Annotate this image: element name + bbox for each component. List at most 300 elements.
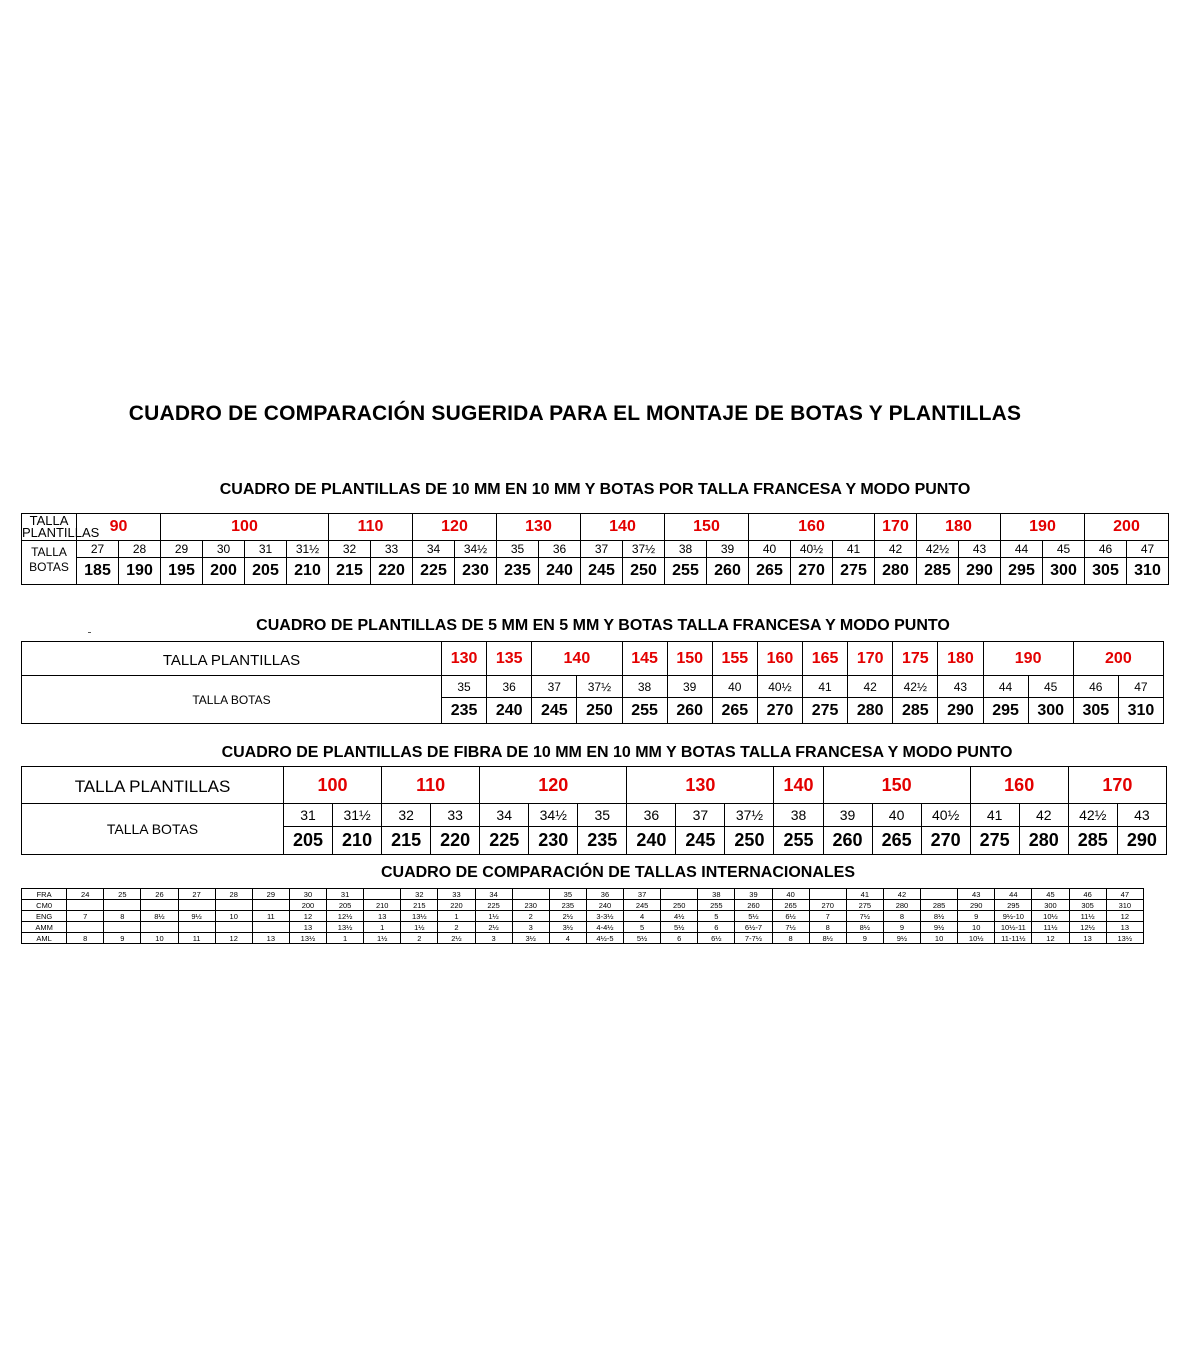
plantillas-row bbox=[22, 514, 1169, 541]
french-size-cell: 42½ bbox=[893, 676, 938, 698]
size-cell: 11½ bbox=[1069, 911, 1106, 922]
plantilla-size-cell: 120 bbox=[413, 514, 497, 541]
size-cell: 10½ bbox=[1032, 911, 1069, 922]
french-size-cell: 43 bbox=[959, 541, 1001, 558]
plantilla-size-cell: 110 bbox=[329, 514, 413, 541]
point-size-cell: 310 bbox=[1118, 698, 1163, 724]
size-cell: 12 bbox=[289, 911, 326, 922]
size-cell: 290 bbox=[958, 900, 995, 911]
french-size-cell: 39 bbox=[707, 541, 749, 558]
plantillas-row bbox=[22, 642, 1164, 676]
french-size-cell: 47 bbox=[1127, 541, 1169, 558]
french-size-cell: 37½ bbox=[577, 676, 622, 698]
point-size-cell: 300 bbox=[1028, 698, 1073, 724]
size-cell bbox=[512, 889, 549, 900]
size-cell: 295 bbox=[995, 900, 1032, 911]
size-cell: 6 bbox=[698, 922, 735, 933]
french-size-cell: 35 bbox=[497, 541, 539, 558]
point-size-cell: 240 bbox=[627, 827, 676, 855]
point-size-cell: 210 bbox=[287, 558, 329, 585]
size-cell: 11 bbox=[178, 933, 215, 944]
plantilla-size-cell: 190 bbox=[983, 642, 1073, 676]
point-size-cell: 295 bbox=[1001, 558, 1043, 585]
french-size-cell: 28 bbox=[119, 541, 161, 558]
size-cell: 11½ bbox=[1032, 922, 1069, 933]
plantilla-size-cell: 140 bbox=[532, 642, 622, 676]
point-size-cell: 235 bbox=[497, 558, 539, 585]
size-cell bbox=[178, 922, 215, 933]
size-cell: 225 bbox=[475, 900, 512, 911]
size-cell bbox=[661, 889, 698, 900]
point-size-cell: 255 bbox=[665, 558, 707, 585]
point-size-cell: 190 bbox=[119, 558, 161, 585]
point-size-cell: 215 bbox=[329, 558, 371, 585]
size-cell: 1 bbox=[327, 933, 364, 944]
size-cell: 255 bbox=[698, 900, 735, 911]
point-size-cell: 230 bbox=[529, 827, 578, 855]
french-size-cell: 42½ bbox=[917, 541, 959, 558]
size-cell: 280 bbox=[883, 900, 920, 911]
point-size-cell: 270 bbox=[791, 558, 833, 585]
size-cell: 1½ bbox=[364, 933, 401, 944]
plantilla-size-cell: 160 bbox=[970, 767, 1068, 804]
point-size-cell: 250 bbox=[623, 558, 665, 585]
plantilla-size-cell: 150 bbox=[665, 514, 749, 541]
french-size-cell: 41 bbox=[803, 676, 848, 698]
size-cell: 285 bbox=[921, 900, 958, 911]
size-cell: 220 bbox=[438, 900, 475, 911]
size-cell: 8½ bbox=[921, 911, 958, 922]
point-size-cell: 250 bbox=[577, 698, 622, 724]
point-size-cell: 250 bbox=[725, 827, 774, 855]
french-size-cell: 44 bbox=[983, 676, 1028, 698]
french-size-cell: 43 bbox=[1117, 804, 1166, 827]
size-cell: 250 bbox=[661, 900, 698, 911]
size-cell: 275 bbox=[846, 900, 883, 911]
point-size-cell: 305 bbox=[1073, 698, 1118, 724]
plantillas-label bbox=[22, 513, 100, 541]
size-cell: 230 bbox=[512, 900, 549, 911]
french-size-cell: 41 bbox=[970, 804, 1019, 827]
size-cell: 9 bbox=[104, 933, 141, 944]
size-cell: 28 bbox=[215, 889, 252, 900]
size-cell: 3-3½ bbox=[586, 911, 623, 922]
size-cell bbox=[67, 922, 104, 933]
size-cell bbox=[809, 889, 846, 900]
size-cell: 300 bbox=[1032, 900, 1069, 911]
size-cell: 9½ bbox=[178, 911, 215, 922]
size-cell bbox=[141, 900, 178, 911]
point-size-cell: 265 bbox=[749, 558, 791, 585]
label-line: TALLA bbox=[31, 545, 67, 559]
point-size-cell: 185 bbox=[77, 558, 119, 585]
point-size-cell: 245 bbox=[581, 558, 623, 585]
size-cell: 1½ bbox=[475, 911, 512, 922]
size-cell: 210 bbox=[364, 900, 401, 911]
plantilla-size-cell: 165 bbox=[803, 642, 848, 676]
french-size-cell: 37 bbox=[532, 676, 577, 698]
french-row bbox=[22, 804, 1167, 827]
size-cell bbox=[364, 889, 401, 900]
point-size-cell: 285 bbox=[893, 698, 938, 724]
french-size-cell: 31 bbox=[245, 541, 287, 558]
french-size-cell: 36 bbox=[627, 804, 676, 827]
size-cell: 240 bbox=[586, 900, 623, 911]
size-cell: 4-4½ bbox=[586, 922, 623, 933]
plantilla-size-cell: 140 bbox=[774, 767, 823, 804]
size-cell: 6 bbox=[661, 933, 698, 944]
size-cell: 1 bbox=[364, 922, 401, 933]
size-cell: 8½ bbox=[846, 922, 883, 933]
size-cell: 8 bbox=[809, 922, 846, 933]
plantilla-size-cell: 175 bbox=[893, 642, 938, 676]
label-line: PLANTILLAS bbox=[22, 525, 100, 540]
point-size-cell: 305 bbox=[1085, 558, 1127, 585]
french-size-cell: 40½ bbox=[791, 541, 833, 558]
size-cell: 2½ bbox=[438, 933, 475, 944]
size-cell: 9½ bbox=[883, 933, 920, 944]
size-cell bbox=[215, 900, 252, 911]
size-cell: 3½ bbox=[512, 933, 549, 944]
french-size-cell: 29 bbox=[161, 541, 203, 558]
french-row bbox=[22, 541, 1169, 558]
table4-heading: CUADRO DE COMPARACIÓN DE TALLAS INTERNACIONALES bbox=[380, 864, 856, 881]
french-size-cell: 40 bbox=[872, 804, 921, 827]
size-cell: 13 bbox=[1069, 933, 1106, 944]
plantilla-size-cell: 155 bbox=[712, 642, 757, 676]
size-cell: 11 bbox=[252, 911, 289, 922]
point-size-cell: 200 bbox=[203, 558, 245, 585]
point-size-cell: 275 bbox=[803, 698, 848, 724]
french-size-cell: 34½ bbox=[455, 541, 497, 558]
size-cell: 38 bbox=[698, 889, 735, 900]
size-cell: 35 bbox=[549, 889, 586, 900]
size-cell: 46 bbox=[1069, 889, 1106, 900]
point-size-cell: 205 bbox=[245, 558, 287, 585]
size-cell: 1 bbox=[438, 911, 475, 922]
size-cell bbox=[178, 900, 215, 911]
plantilla-size-cell: 130 bbox=[497, 514, 581, 541]
french-size-cell: 32 bbox=[382, 804, 431, 827]
french-size-cell: 34 bbox=[413, 541, 455, 558]
size-cell: 8½ bbox=[809, 933, 846, 944]
plantilla-size-cell: 170 bbox=[875, 514, 917, 541]
french-size-cell: 40 bbox=[749, 541, 791, 558]
size-cell: 5 bbox=[624, 922, 661, 933]
size-cell: 9 bbox=[846, 933, 883, 944]
international-sizes-table bbox=[21, 888, 1144, 944]
size-cell: 10 bbox=[215, 911, 252, 922]
point-size-cell: 260 bbox=[823, 827, 872, 855]
point-size-cell: 275 bbox=[970, 827, 1019, 855]
french-size-cell: 40 bbox=[712, 676, 757, 698]
french-size-cell: 30 bbox=[203, 541, 245, 558]
point-size-cell: 240 bbox=[487, 698, 532, 724]
system-label-cell: CM0 bbox=[22, 900, 67, 911]
point-size-cell: 235 bbox=[442, 698, 487, 724]
point-size-cell: 275 bbox=[833, 558, 875, 585]
size-cell bbox=[215, 922, 252, 933]
point-size-cell: 225 bbox=[413, 558, 455, 585]
size-cell: 13 bbox=[364, 911, 401, 922]
point-size-cell: 240 bbox=[539, 558, 581, 585]
size-cell: 3½ bbox=[549, 922, 586, 933]
french-size-cell: 36 bbox=[539, 541, 581, 558]
point-size-cell: 265 bbox=[712, 698, 757, 724]
french-size-cell: 35 bbox=[578, 804, 627, 827]
point-size-cell: 285 bbox=[1068, 827, 1117, 855]
size-cell: 9½-10 bbox=[995, 911, 1032, 922]
point-size-cell: 260 bbox=[707, 558, 749, 585]
size-cell: 200 bbox=[289, 900, 326, 911]
size-cell: 12 bbox=[1032, 933, 1069, 944]
size-cell: 8 bbox=[883, 911, 920, 922]
size-cell: 12½ bbox=[327, 911, 364, 922]
plantilla-size-cell: 135 bbox=[487, 642, 532, 676]
size-cell: 8 bbox=[67, 933, 104, 944]
plantilla-size-cell: 170 bbox=[1068, 767, 1166, 804]
plantilla-size-cell: 140 bbox=[581, 514, 665, 541]
french-size-cell: 45 bbox=[1028, 676, 1073, 698]
point-size-cell: 260 bbox=[667, 698, 712, 724]
plantilla-size-cell: 150 bbox=[823, 767, 970, 804]
french-size-cell: 31½ bbox=[333, 804, 382, 827]
table-row bbox=[22, 889, 1144, 900]
plantilla-size-cell: 120 bbox=[480, 767, 627, 804]
french-size-cell: 42½ bbox=[1068, 804, 1117, 827]
size-cell: 2½ bbox=[475, 922, 512, 933]
size-cell: 2 bbox=[512, 911, 549, 922]
size-cell: 32 bbox=[401, 889, 438, 900]
table1 bbox=[21, 513, 1169, 585]
size-cell: 215 bbox=[401, 900, 438, 911]
point-size-cell: 210 bbox=[333, 827, 382, 855]
size-cell: 265 bbox=[772, 900, 809, 911]
size-cell: 2 bbox=[401, 933, 438, 944]
size-cell bbox=[252, 900, 289, 911]
size-cell: 5½ bbox=[661, 922, 698, 933]
size-cell: 10 bbox=[958, 922, 995, 933]
size-cell: 10½-11 bbox=[995, 922, 1032, 933]
size-cell: 2½ bbox=[549, 911, 586, 922]
size-cell: 26 bbox=[141, 889, 178, 900]
french-size-cell: 35 bbox=[442, 676, 487, 698]
plantilla-size-cell: 130 bbox=[442, 642, 487, 676]
plantilla-size-cell: 150 bbox=[667, 642, 712, 676]
plantilla-size-cell: 160 bbox=[757, 642, 802, 676]
table3 bbox=[21, 766, 1167, 855]
size-cell: 6½ bbox=[698, 933, 735, 944]
french-row bbox=[22, 676, 1164, 698]
table3-heading: CUADRO DE PLANTILLAS DE FIBRA DE 10 MM EN 10 MM Y BOTAS TALLA FRANCESA Y MODO PUNTO bbox=[221, 744, 1013, 761]
size-cell: 305 bbox=[1069, 900, 1106, 911]
plantilla-size-cell: 90 bbox=[77, 514, 161, 541]
french-size-cell: 38 bbox=[774, 804, 823, 827]
plantilla-size-cell: 145 bbox=[622, 642, 667, 676]
french-size-cell: 42 bbox=[1019, 804, 1068, 827]
size-cell: 10 bbox=[141, 933, 178, 944]
size-cell: 4½-5 bbox=[586, 933, 623, 944]
point-size-cell: 245 bbox=[676, 827, 725, 855]
size-cell: 9 bbox=[958, 911, 995, 922]
size-cell: 260 bbox=[735, 900, 772, 911]
size-cell bbox=[252, 922, 289, 933]
french-size-cell: 40½ bbox=[921, 804, 970, 827]
botas-label bbox=[22, 541, 77, 585]
size-cell: 13½ bbox=[1106, 933, 1143, 944]
french-size-cell: 39 bbox=[667, 676, 712, 698]
point-size-cell: 295 bbox=[983, 698, 1028, 724]
plantillas-label: TALLA PLANTILLAS bbox=[22, 767, 284, 804]
point-size-cell: 195 bbox=[161, 558, 203, 585]
size-cell: 13½ bbox=[289, 933, 326, 944]
size-cell: 27 bbox=[178, 889, 215, 900]
french-size-cell: 27 bbox=[77, 541, 119, 558]
plantilla-size-cell: 160 bbox=[749, 514, 875, 541]
french-size-cell: 40½ bbox=[757, 676, 802, 698]
point-size-cell: 265 bbox=[872, 827, 921, 855]
plantilla-size-cell: 100 bbox=[284, 767, 382, 804]
point-size-cell: 290 bbox=[1117, 827, 1166, 855]
size-cell: 5 bbox=[698, 911, 735, 922]
french-size-cell: 37½ bbox=[725, 804, 774, 827]
size-cell: 235 bbox=[549, 900, 586, 911]
size-cell: 11-11½ bbox=[995, 933, 1032, 944]
label-line: BOTAS bbox=[29, 560, 69, 574]
size-cell bbox=[104, 900, 141, 911]
size-cell: 205 bbox=[327, 900, 364, 911]
plantillas-label: TALLA PLANTILLAS bbox=[22, 642, 442, 676]
size-cell: 10½ bbox=[958, 933, 995, 944]
french-size-cell: 37½ bbox=[623, 541, 665, 558]
botas-label: TALLA BOTAS bbox=[22, 676, 442, 724]
size-cell: 29 bbox=[252, 889, 289, 900]
plantilla-size-cell: 180 bbox=[917, 514, 1001, 541]
french-size-cell: 42 bbox=[875, 541, 917, 558]
french-size-cell: 32 bbox=[329, 541, 371, 558]
size-cell: 1½ bbox=[401, 922, 438, 933]
point-size-cell: 300 bbox=[1043, 558, 1085, 585]
size-cell: 9 bbox=[883, 922, 920, 933]
size-cell: 3 bbox=[475, 933, 512, 944]
point-size-cell: 280 bbox=[848, 698, 893, 724]
french-size-cell: 34 bbox=[480, 804, 529, 827]
size-cell: 6½-7 bbox=[735, 922, 772, 933]
point-size-cell: 310 bbox=[1127, 558, 1169, 585]
point-size-cell: 235 bbox=[578, 827, 627, 855]
plantilla-size-cell: 190 bbox=[1001, 514, 1085, 541]
size-cell bbox=[141, 922, 178, 933]
size-cell: 47 bbox=[1106, 889, 1143, 900]
size-cell: 45 bbox=[1032, 889, 1069, 900]
size-cell: 44 bbox=[995, 889, 1032, 900]
size-cell: 245 bbox=[624, 900, 661, 911]
size-cell: 31 bbox=[327, 889, 364, 900]
size-cell: 33 bbox=[438, 889, 475, 900]
french-size-cell: 36 bbox=[487, 676, 532, 698]
size-cell: 37 bbox=[624, 889, 661, 900]
size-cell: 13½ bbox=[327, 922, 364, 933]
point-size-cell: 270 bbox=[757, 698, 802, 724]
size-cell: 13 bbox=[252, 933, 289, 944]
table2 bbox=[21, 641, 1164, 724]
size-cell: 8½ bbox=[141, 911, 178, 922]
table-row bbox=[22, 900, 1144, 911]
table-row bbox=[22, 933, 1144, 944]
size-cell: 6½ bbox=[772, 911, 809, 922]
size-cell: 270 bbox=[809, 900, 846, 911]
point-size-cell: 270 bbox=[921, 827, 970, 855]
plantilla-size-cell: 100 bbox=[161, 514, 329, 541]
french-size-cell: 42 bbox=[848, 676, 893, 698]
french-size-cell: 39 bbox=[823, 804, 872, 827]
size-cell: 41 bbox=[846, 889, 883, 900]
size-cell: 7-7½ bbox=[735, 933, 772, 944]
plantilla-size-cell: 110 bbox=[382, 767, 480, 804]
size-cell: 7 bbox=[67, 911, 104, 922]
french-size-cell: 31½ bbox=[287, 541, 329, 558]
french-size-cell: 45 bbox=[1043, 541, 1085, 558]
point-size-cell: 255 bbox=[622, 698, 667, 724]
page-title: CUADRO DE COMPARACIÓN SUGERIDA PARA EL MONTAJE DE BOTAS Y PLANTILLAS bbox=[128, 402, 1022, 425]
system-label-cell: FRA bbox=[22, 889, 67, 900]
size-cell bbox=[104, 922, 141, 933]
size-cell: 5½ bbox=[624, 933, 661, 944]
size-cell bbox=[67, 900, 104, 911]
plantillas-row bbox=[22, 767, 1167, 804]
size-cell: 40 bbox=[772, 889, 809, 900]
point-size-cell: 215 bbox=[382, 827, 431, 855]
size-cell: 3 bbox=[512, 922, 549, 933]
point-size-cell: 285 bbox=[917, 558, 959, 585]
size-cell: 39 bbox=[735, 889, 772, 900]
point-size-cell: 290 bbox=[938, 698, 983, 724]
size-cell: 10 bbox=[921, 933, 958, 944]
system-label-cell: ENG bbox=[22, 911, 67, 922]
point-size-cell: 220 bbox=[431, 827, 480, 855]
point-size-cell: 225 bbox=[480, 827, 529, 855]
size-cell: 7½ bbox=[846, 911, 883, 922]
plantilla-size-cell: 130 bbox=[627, 767, 774, 804]
point-size-cell: 280 bbox=[875, 558, 917, 585]
size-cell: 310 bbox=[1106, 900, 1143, 911]
size-cell: 36 bbox=[586, 889, 623, 900]
table-row bbox=[22, 922, 1144, 933]
french-size-cell: 46 bbox=[1073, 676, 1118, 698]
size-cell: 8 bbox=[772, 933, 809, 944]
label-line: TALLA bbox=[29, 513, 69, 528]
points-row bbox=[22, 558, 1169, 585]
point-size-cell: 205 bbox=[284, 827, 333, 855]
size-cell: 4 bbox=[624, 911, 661, 922]
size-cell: 8 bbox=[104, 911, 141, 922]
french-size-cell: 31 bbox=[284, 804, 333, 827]
french-size-cell: 34½ bbox=[529, 804, 578, 827]
size-cell: 12 bbox=[215, 933, 252, 944]
french-size-cell: 38 bbox=[622, 676, 667, 698]
point-size-cell: 255 bbox=[774, 827, 823, 855]
size-cell: 34 bbox=[475, 889, 512, 900]
french-size-cell: 44 bbox=[1001, 541, 1043, 558]
point-size-cell: 280 bbox=[1019, 827, 1068, 855]
size-cell: 13 bbox=[289, 922, 326, 933]
french-size-cell: 37 bbox=[581, 541, 623, 558]
table-row bbox=[22, 911, 1144, 922]
size-cell: 7 bbox=[809, 911, 846, 922]
point-size-cell: 290 bbox=[959, 558, 1001, 585]
plantilla-size-cell: 170 bbox=[848, 642, 893, 676]
size-cell: 25 bbox=[104, 889, 141, 900]
